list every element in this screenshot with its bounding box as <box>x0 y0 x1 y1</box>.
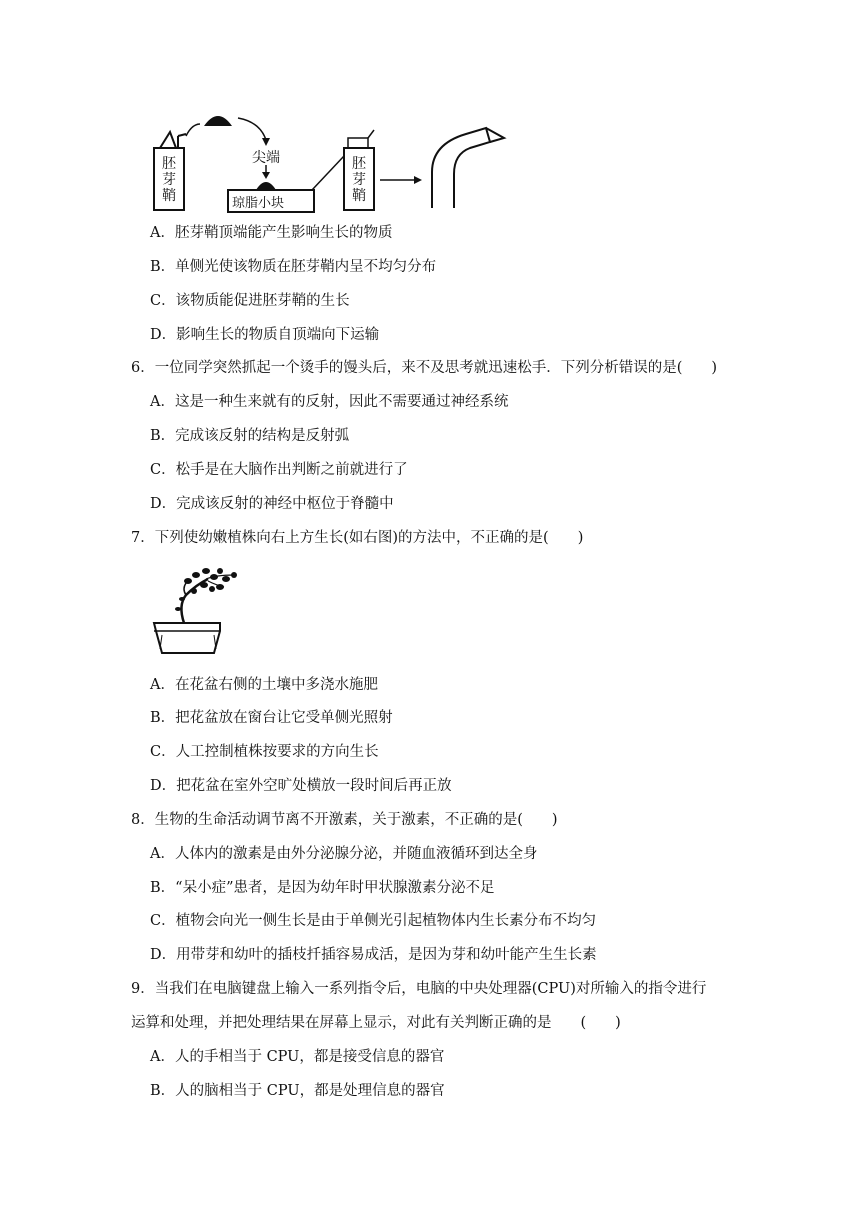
q6-stem: 6．一位同学突然抓起一个烫手的馒头后，来不及思考就迅速松手．下列分析错误的是( ) <box>131 360 718 376</box>
cut-tip <box>204 116 232 126</box>
potted-plant-figure <box>148 565 248 657</box>
q7-stem: 7．下列使幼嫩植株向右上方生长(如右图)的方法中，不正确的是( ) <box>131 530 584 546</box>
q6-option-b: B．完成该反射的结构是反射弧 <box>150 428 350 444</box>
coleoptile-left-label: 胚 芽 鞘 <box>162 156 176 204</box>
q8-option-c: C．植物会向光一侧生长是由于单侧光引起植物体内生长素分布不均匀 <box>150 913 597 929</box>
q6-option-d: D．完成该反射的神经中枢位于脊髓中 <box>150 496 394 512</box>
agar-label: 琼脂小块 <box>232 196 285 211</box>
q7-option-d: D．把花盆在室外空旷处横放一段时间后再正放 <box>150 778 452 794</box>
q8-option-a: A．人体内的激素是由外分泌腺分泌，并随血液循环到达全身 <box>150 846 538 862</box>
q8-option-b: B．“呆小症”患者，是因为幼年时甲状腺激素分泌不足 <box>150 880 495 896</box>
q5-option-c: C．该物质能促进胚芽鞘的生长 <box>150 293 350 309</box>
tip-label: 尖端 <box>252 150 280 166</box>
flower-pot <box>154 623 220 653</box>
q9-stem-line1: 9．当我们在电脑键盘上输入一系列指令后，电脑的中央处理器(CPU)对所输入的指令进行 <box>131 981 707 997</box>
q6-option-c: C．松手是在大脑作出判断之前就进行了 <box>150 462 408 478</box>
q9-stem-line2: 运算和处理，并把处理结果在屏幕上显示，对此有关判断正确的是 ( ) <box>131 1015 621 1031</box>
bent-coleoptile <box>432 128 490 208</box>
q5-option-d: D．影响生长的物质自顶端向下运输 <box>150 327 380 343</box>
q5-option-b: B．单侧光使该物质在胚芽鞘内呈不均匀分布 <box>150 259 437 275</box>
q6-option-a: A．这是一种生来就有的反射，因此不需要通过神经系统 <box>150 394 509 410</box>
q7-option-a: A．在花盆右侧的土壤中多浇水施肥 <box>150 677 378 693</box>
coleoptile-experiment-figure <box>148 104 518 216</box>
coleoptile-right-label: 胚 芽 鞘 <box>352 156 366 204</box>
q9-option-a: A．人的手相当于 CPU，都是接受信息的器官 <box>150 1049 445 1065</box>
q7-option-b: B．把花盆放在窗台让它受单侧光照射 <box>150 710 393 726</box>
q5-option-a: A．胚芽鞘顶端能产生影响生长的物质 <box>150 225 393 241</box>
q9-option-b: B．人的脑相当于 CPU，都是处理信息的器官 <box>150 1083 445 1099</box>
q8-stem: 8．生物的生命活动调节离不开激素，关于激素，不正确的是( ) <box>131 812 558 828</box>
q8-option-d: D．用带芽和幼叶的插枝扦插容易成活，是因为芽和幼叶能产生生长素 <box>150 947 597 963</box>
q7-option-c: C．人工控制植株按要求的方向生长 <box>150 744 379 760</box>
